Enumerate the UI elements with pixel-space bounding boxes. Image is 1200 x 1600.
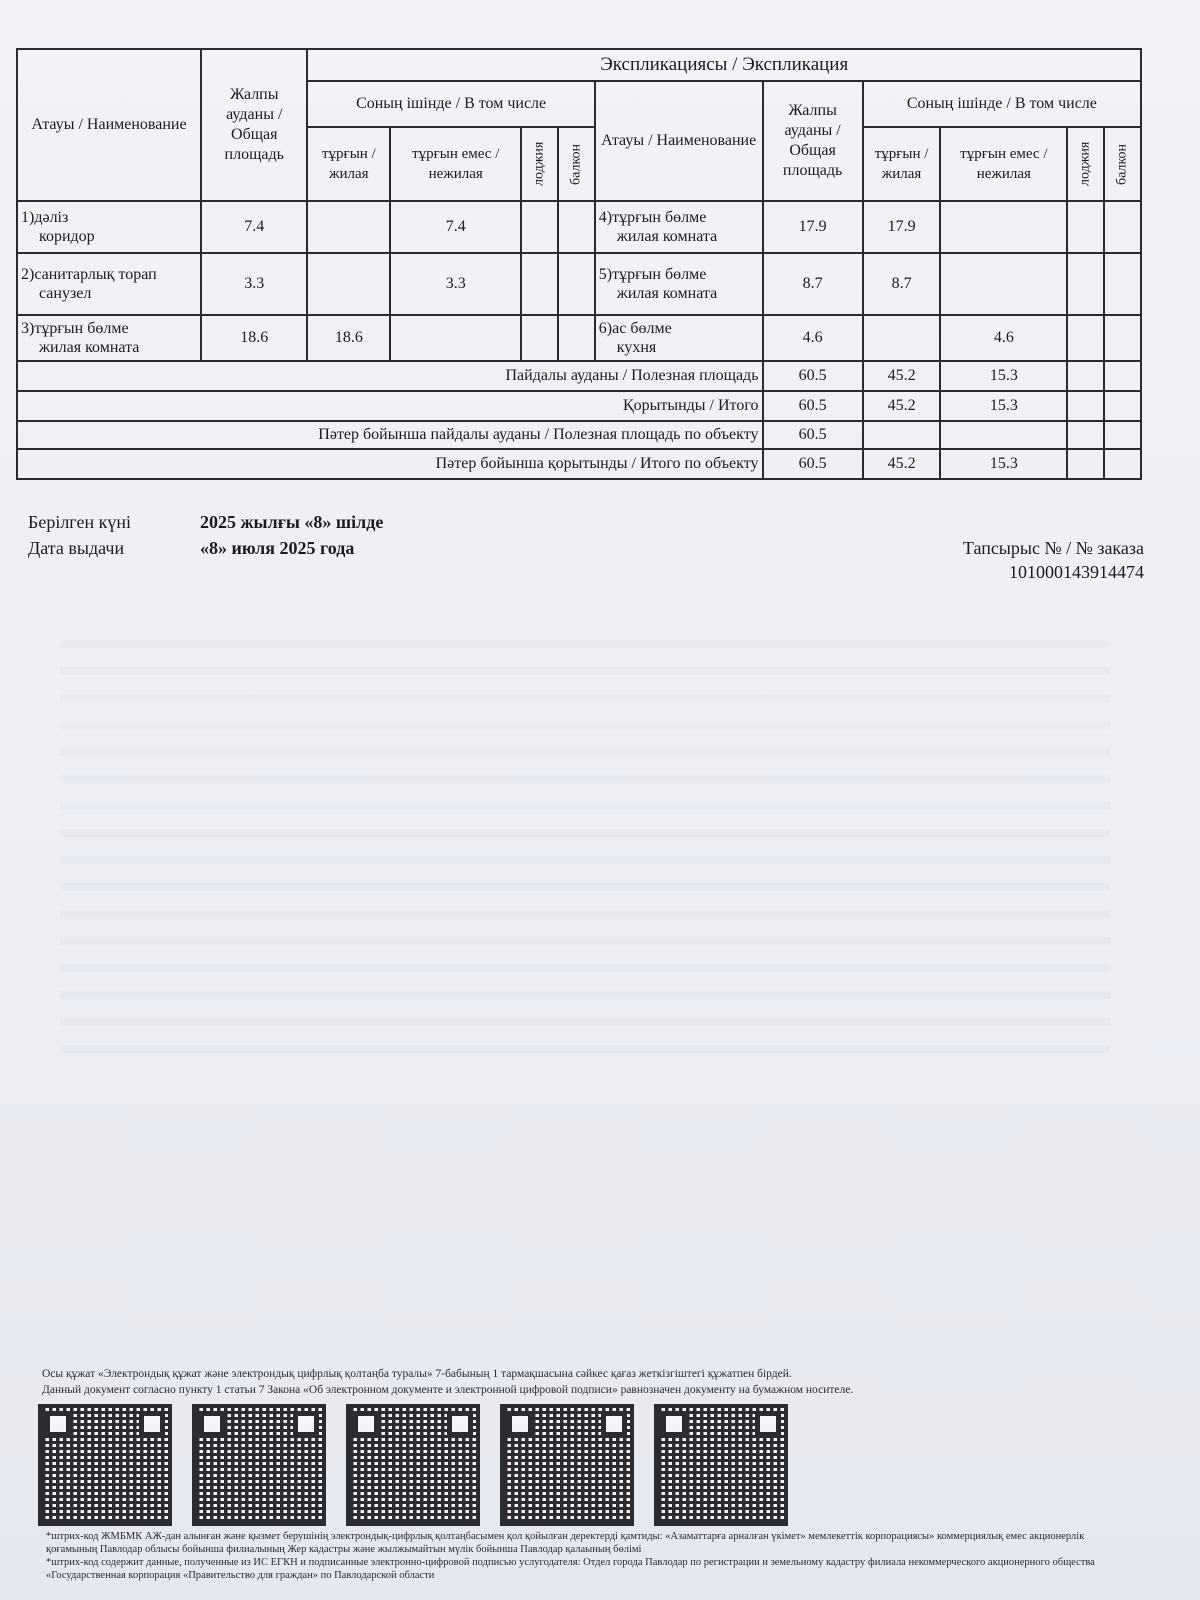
summary-label: Пайдалы ауданы / Полезная площадь [17, 361, 763, 391]
issue-date-label-kz: Берілген күні [28, 512, 131, 532]
order-number: 101000143914474 [1009, 562, 1144, 582]
header-balcony-left: балкон [558, 127, 595, 201]
room-nonliving [940, 201, 1067, 253]
issue-date-label-ru: Дата выдачи [28, 538, 125, 558]
room-balcony [558, 315, 595, 361]
room-balcony [1104, 315, 1141, 361]
issue-date-value-kz: 2025 жылғы «8» шілде [200, 512, 384, 532]
room-name: 3)тұрғын бөлме жилая комната [17, 315, 201, 361]
room-balcony [1104, 201, 1141, 253]
table-row [17, 253, 1141, 315]
room-total: 3.3 [201, 253, 307, 315]
show-through-text [60, 640, 1110, 1070]
qr-code-icon [38, 1404, 172, 1526]
qr-code-row [38, 1404, 818, 1524]
summary-total: 60.5 [763, 421, 863, 449]
header-loggia-left: лоджия [521, 127, 558, 201]
summary-total: 60.5 [763, 449, 863, 479]
room-nonliving [390, 315, 521, 361]
summary-balcony [1104, 391, 1141, 421]
barcode-footnote-kz: *штрих-код ЖМБМК АЖ-дан алынған және қызмет берушінің электрондық-цифрлық қолтаңбасымен қол қойылған деректерді қамтиды: «Азаматтарға арналған үкімет» мемлекеттік корпорациясы» коммерциялық емес акционерлік қоғамының Павлодар облысы бойынша филиалының Жер кадастры және жылжымайтын мүлік бойынша Павлодар қалаының бөлімі [46, 1531, 1085, 1555]
room-living [863, 315, 941, 361]
room-balcony [1104, 253, 1141, 315]
room-nonliving: 3.3 [390, 253, 521, 315]
summary-nonliving: 15.3 [940, 449, 1067, 479]
header-living-left: тұрғын / жилая [307, 127, 390, 201]
room-living: 18.6 [307, 315, 390, 361]
issue-date-value-ru: «8» июля 2025 года [200, 538, 355, 558]
summary-row [17, 449, 1141, 479]
qr-code-icon [654, 1404, 788, 1526]
summary-balcony [1104, 361, 1141, 391]
room-name: 2)санитарлық торап санузел [17, 253, 201, 315]
room-name: 6)ас бөлме кухня [595, 315, 763, 361]
qr-code-icon [192, 1404, 326, 1526]
room-loggia [521, 253, 558, 315]
summary-loggia [1067, 391, 1104, 421]
header-loggia-right: лоджия [1067, 127, 1104, 201]
header-total-left: Жалпы ауданы / Общая площадь [201, 49, 307, 201]
summary-label: Пәтер бойынша қорытынды / Итого по объекту [17, 449, 763, 479]
room-total: 8.7 [763, 253, 863, 315]
legal-notice-ru: Данный документ согласно пункту 1 статьи 7 Закона «Об электронном документе и электронной цифровой подписи» равнозначен документу на бумажном носителе. [42, 1384, 854, 1396]
summary-loggia [1067, 361, 1104, 391]
room-living [307, 253, 390, 315]
summary-loggia [1067, 449, 1104, 479]
summary-nonliving: 15.3 [940, 361, 1067, 391]
room-name: 5)тұрғын бөлме жилая комната [595, 253, 763, 315]
table-row [17, 201, 1141, 253]
header-including-left: Соның ішінде / В том числе [307, 81, 594, 127]
room-loggia [521, 315, 558, 361]
order-label: Тапсырыс № / № заказа [962, 538, 1144, 558]
summary-row [17, 421, 1141, 449]
header-nonliving-right: тұрғын емес / нежилая [940, 127, 1067, 201]
header-total-right: Жалпы ауданы / Общая площадь [763, 81, 863, 201]
room-total: 4.6 [763, 315, 863, 361]
table-caption: Экспликациясы / Экспликация [307, 49, 1141, 81]
header-including-right: Соның ішінде / В том числе [863, 81, 1141, 127]
barcode-footnote [46, 1530, 1136, 1582]
summary-living: 45.2 [863, 391, 941, 421]
header-name-left: Атауы / Наименование [17, 49, 201, 201]
room-loggia [521, 201, 558, 253]
legal-notice [42, 1366, 1142, 1398]
room-living: 8.7 [863, 253, 941, 315]
summary-total: 60.5 [763, 361, 863, 391]
summary-label: Қорытынды / Итого [17, 391, 763, 421]
room-living: 17.9 [863, 201, 941, 253]
summary-living: 45.2 [863, 361, 941, 391]
room-name: 4)тұрғын бөлме жилая комната [595, 201, 763, 253]
room-balcony [558, 201, 595, 253]
header-name-right: Атауы / Наименование [595, 81, 763, 201]
room-nonliving: 7.4 [390, 201, 521, 253]
room-total: 17.9 [763, 201, 863, 253]
qr-code-icon [346, 1404, 480, 1526]
room-loggia [1067, 201, 1104, 253]
summary-living [863, 421, 941, 449]
summary-balcony [1104, 449, 1141, 479]
room-loggia [1067, 315, 1104, 361]
summary-balcony [1104, 421, 1141, 449]
room-loggia [1067, 253, 1104, 315]
summary-nonliving [940, 421, 1067, 449]
summary-row [17, 361, 1141, 391]
summary-nonliving: 15.3 [940, 391, 1067, 421]
qr-code-icon [500, 1404, 634, 1526]
order-block [963, 536, 1144, 584]
room-nonliving [940, 253, 1067, 315]
legal-notice-kz: Осы құжат «Электрондық құжат және электрондық цифрлық қолтаңба туралы» 7-бабының 1 тармақшасына сәйкес қағаз жеткізгіштегі құжатпен бірдей. [42, 1368, 792, 1380]
room-name: 1)дәліз коридор [17, 201, 201, 253]
room-total: 18.6 [201, 315, 307, 361]
room-nonliving: 4.6 [940, 315, 1067, 361]
summary-total: 60.5 [763, 391, 863, 421]
explication-table [16, 48, 1142, 480]
header-nonliving-left: тұрғын емес / нежилая [390, 127, 521, 201]
header-balcony-right: балкон [1104, 127, 1141, 201]
summary-label: Пәтер бойынша пайдалы ауданы / Полезная площадь по объекту [17, 421, 763, 449]
summary-row [17, 391, 1141, 421]
room-total: 7.4 [201, 201, 307, 253]
header-living-right: тұрғын / жилая [863, 127, 941, 201]
table-row [17, 315, 1141, 361]
summary-living: 45.2 [863, 449, 941, 479]
summary-loggia [1067, 421, 1104, 449]
room-living [307, 201, 390, 253]
room-balcony [558, 253, 595, 315]
barcode-footnote-ru: *штрих-код содержит данные, полученные из ИС ЕГКН и подписанные электронно-цифровой подписью услугодателя: Отдел города Павлодар по регистрации и земельному кадастру филиала некоммерческого акционерного общества «Государственная корпорация «Правительство для граждан» по Павлодарской области [46, 1557, 1095, 1581]
